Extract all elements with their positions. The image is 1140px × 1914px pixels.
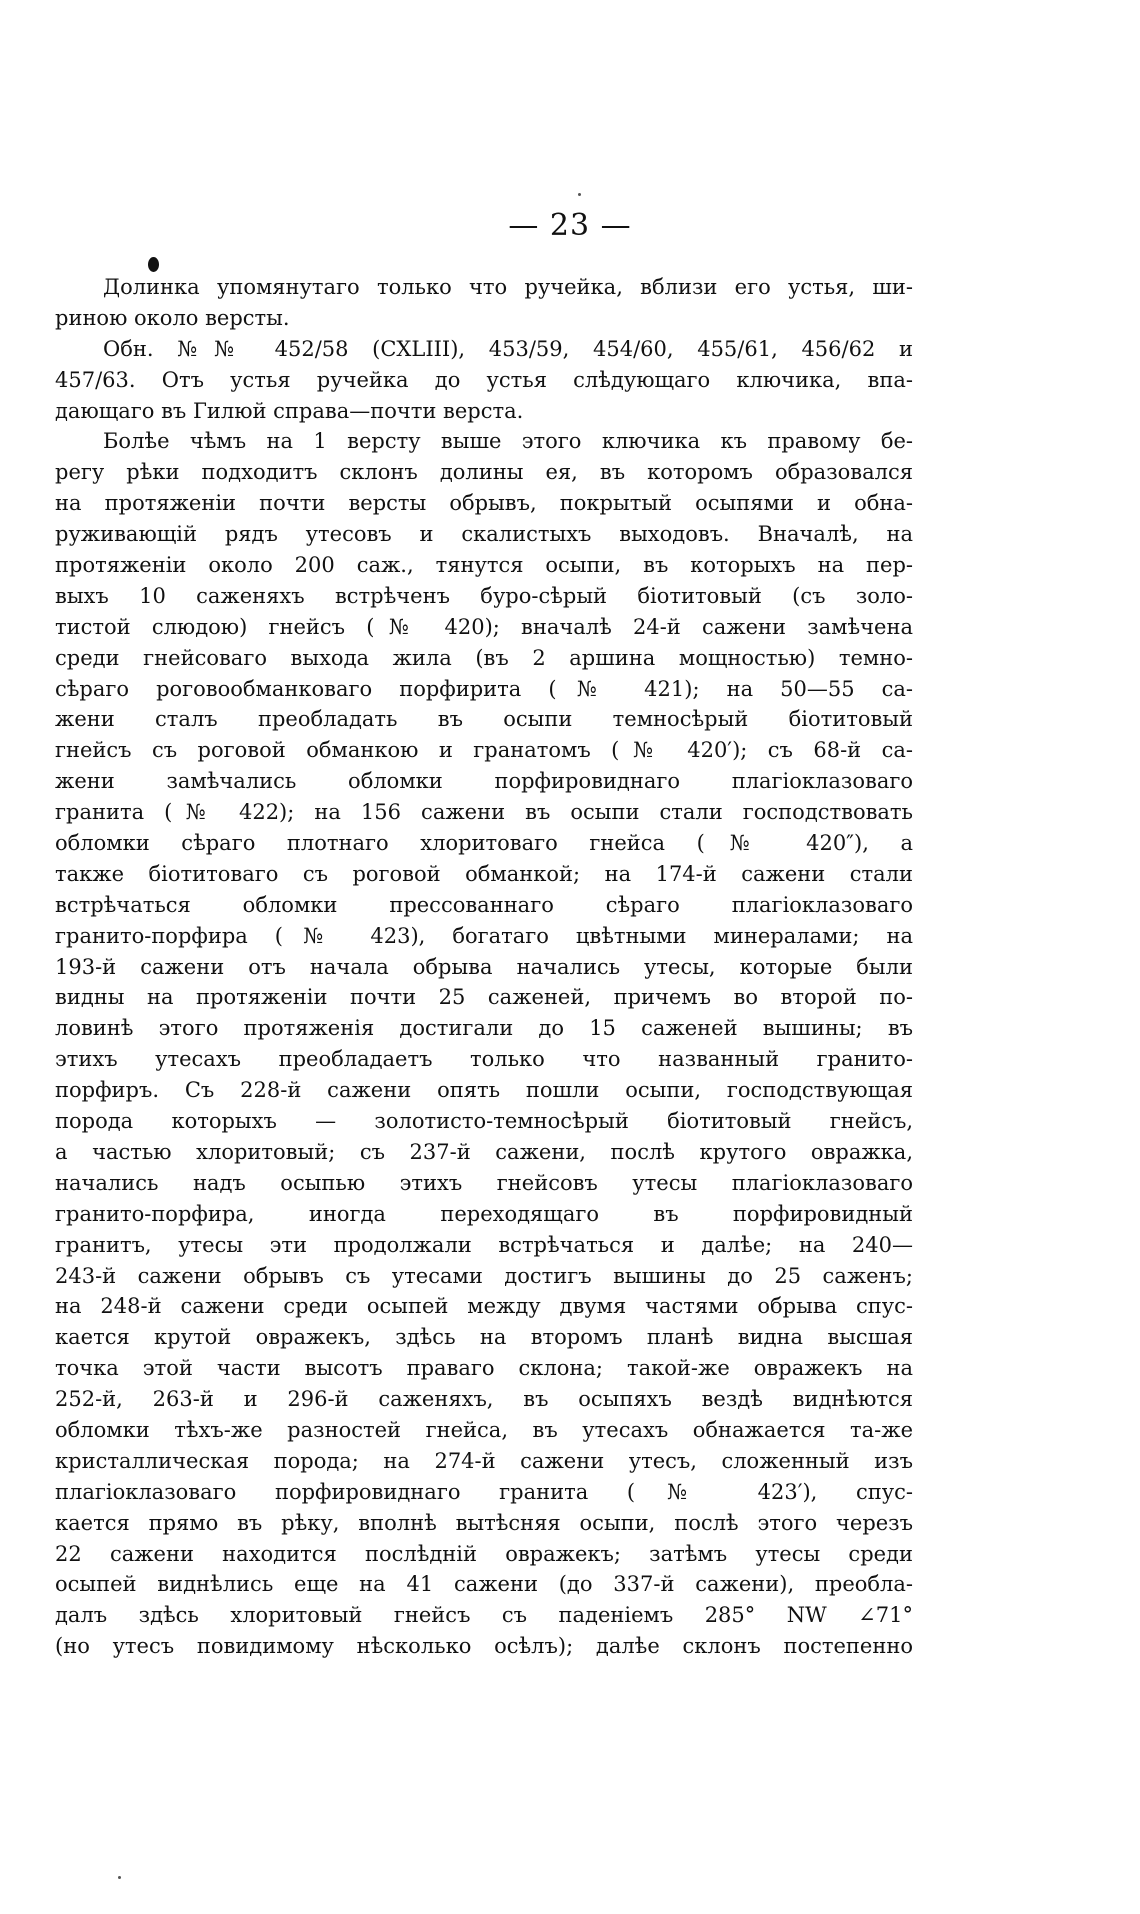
text-line: этихъ утесахъ преобладаетъ только что названный гранито- bbox=[55, 1047, 913, 1072]
text-line: регу рѣки подходитъ склонъ долины ея, въ которомъ образовался bbox=[55, 460, 913, 485]
text-line: кается крутой овражекъ, здѣсь на второмъ планѣ видна высшая bbox=[55, 1325, 913, 1350]
speck-mark bbox=[118, 1876, 121, 1879]
text-line: среди гнейсоваго выхода жила (въ 2 аршина мощностью) темно- bbox=[55, 645, 913, 670]
text-line: жени сталъ преобладать въ осыпи темносѣрый біотитовый bbox=[55, 707, 913, 732]
bullet-mark bbox=[148, 257, 159, 272]
text-line: начались надъ осыпью этихъ гнейсовъ утесы плагіоклазоваго bbox=[55, 1170, 913, 1195]
page-number: — 23 — bbox=[508, 208, 632, 243]
text-line: Обн. №№ 452/58 (CXLIII), 453/59, 454/60, 455/61, 456/62 и bbox=[103, 336, 913, 361]
text-line: на протяженіи почти версты обрывъ, покрытый осыпями и обна- bbox=[55, 491, 913, 516]
text-line: гнейсъ съ роговой обманкою и гранатомъ (№ 420′); съ 68-й са- bbox=[55, 738, 913, 763]
text-line: жени замѣчались обломки порфировиднаго плагіоклазоваго bbox=[55, 769, 913, 794]
text-line: видны на протяженіи почти 25 саженей, причемъ во второй по- bbox=[55, 985, 913, 1010]
text-line: кристаллическая порода; на 274-й сажени утесъ, сложенный изъ bbox=[55, 1448, 913, 1473]
text-line: тистой слюдою) гнейсъ (№ 420); вначалѣ 24-й сажени замѣчена bbox=[55, 614, 913, 639]
text-line: порфиръ. Съ 228-й сажени опять пошли осыпи, господствующая bbox=[55, 1078, 913, 1103]
text-line: также біотитоваго съ роговой обманкой; на 174-й сажени стали bbox=[55, 861, 913, 886]
text-line: протяженіи около 200 саж., тянутся осыпи, въ которыхъ на пер- bbox=[55, 553, 913, 578]
text-line: кается прямо въ рѣку, вполнѣ вытѣсняя осыпи, послѣ этого черезъ bbox=[55, 1510, 913, 1535]
text-line: 243-й сажени обрывъ съ утесами достигъ вышины до 25 саженъ; bbox=[55, 1263, 913, 1288]
text-line: гранито-порфира (№ 423), богатаго цвѣтными минералами; на bbox=[55, 923, 913, 948]
text-line: плагіоклазоваго порфировиднаго гранита (№ 423′), спус- bbox=[55, 1479, 913, 1504]
text-line: порода которыхъ — золотисто-темносѣрый біотитовый гнейсъ, bbox=[55, 1109, 913, 1134]
text-line: на 248-й сажени среди осыпей между двумя частями обрыва спус- bbox=[55, 1294, 913, 1319]
text-line: точка этой части высотъ праваго склона; такой-же овражекъ на bbox=[55, 1356, 913, 1381]
text-line: гранито-порфира, иногда переходящаго въ порфировидный bbox=[55, 1201, 913, 1226]
text-line: обломки тѣхъ-же разностей гнейса, въ утесахъ обнажается та-же bbox=[55, 1417, 913, 1442]
text-line: ловинѣ этого протяженія достигали до 15 саженей вышины; въ bbox=[55, 1016, 913, 1041]
text-line: Болѣе чѣмъ на 1 версту выше этого ключика къ правому бе- bbox=[103, 429, 913, 454]
text-line: Долинка упомянутаго только что ручейка, вблизи его устья, ши- bbox=[103, 275, 913, 299]
text-line: встрѣчаться обломки прессованнаго сѣраго плагіоклазоваго bbox=[55, 892, 913, 917]
text-line: далъ здѣсь хлоритовый гнейсъ съ паденіемъ 285° NW ∠71° bbox=[55, 1603, 913, 1628]
text-line: гранита (№ 422); на 156 сажени въ осыпи стали господствовать bbox=[55, 800, 913, 825]
text-line: гранитъ, утесы эти продолжали встрѣчаться и далѣе; на 240— bbox=[55, 1232, 913, 1257]
speck-mark bbox=[578, 193, 581, 196]
text-line: 457/63. Отъ устья ручейка до устья слѣдующаго ключика, впа- bbox=[55, 367, 913, 392]
text-line: риною около версты. bbox=[55, 305, 290, 330]
text-line: руживающій рядъ утесовъ и скалистыхъ выходовъ. Вначалѣ, на bbox=[55, 522, 913, 547]
text-line: 193-й сажени отъ начала обрыва начались утесы, которые были bbox=[55, 954, 913, 979]
text-line: обломки сѣраго плотнаго хлоритоваго гнейса (№ 420″), а bbox=[55, 831, 913, 856]
text-line: сѣраго роговообманковаго порфирита (№ 421); на 50—55 са- bbox=[55, 676, 913, 701]
text-line: (но утесъ повидимому нѣсколько осѣлъ); далѣе склонъ постепенно bbox=[55, 1634, 913, 1659]
body-text bbox=[55, 272, 913, 1662]
text-line: 22 сажени находится послѣдній овражекъ; затѣмъ утесы среди bbox=[55, 1541, 913, 1566]
text-line: выхъ 10 саженяхъ встрѣченъ буро-сѣрый біотитовый (съ золо- bbox=[55, 583, 913, 608]
text-line: дающаго въ Гилюй справа—почти верста. bbox=[55, 398, 524, 423]
text-line: 252-й, 263-й и 296-й саженяхъ, въ осыпяхъ вездѣ виднѣются bbox=[55, 1387, 913, 1412]
text-line: а частью хлоритовый; съ 237-й сажени, послѣ крутого овражка, bbox=[55, 1139, 913, 1164]
text-line: осыпей виднѣлись еще на 41 сажени (до 337-й сажени), преобла- bbox=[55, 1572, 913, 1597]
